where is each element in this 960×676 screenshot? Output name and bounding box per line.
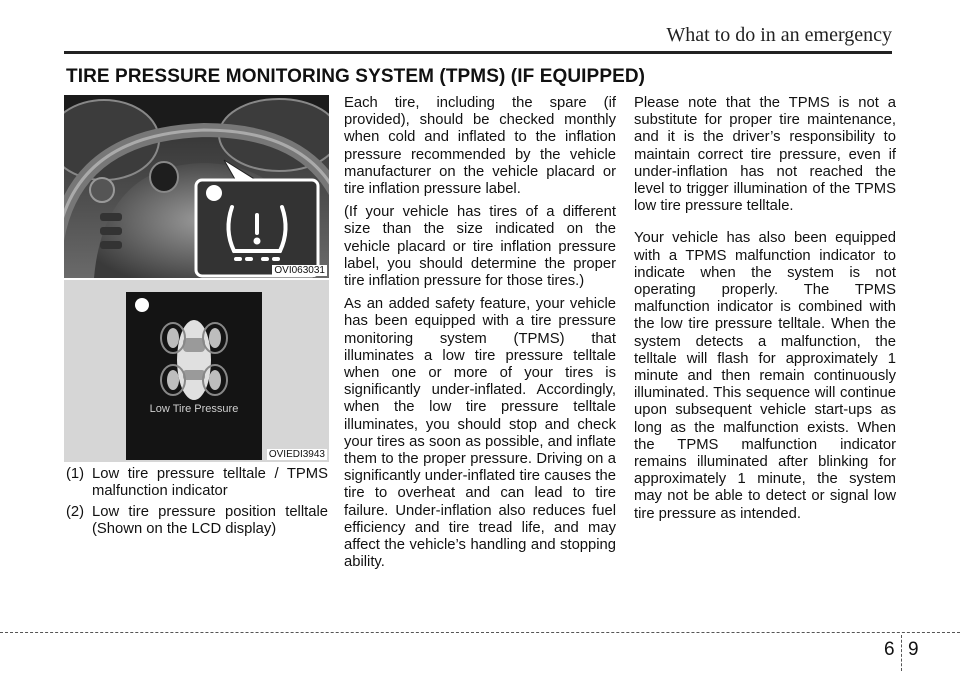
- section-title: TIRE PRESSURE MONITORING SYSTEM (TPMS) (IF EQUIPPED): [66, 66, 646, 87]
- caption-number: (1): [66, 466, 85, 482]
- lcd-message: Low Tire Pressure: [149, 403, 239, 415]
- page-number-separator: [901, 635, 902, 671]
- paragraph: As an added safety feature, your vehicle has been equipped with a tire pressure monitoring system (TPMS) that illuminates a low tire pressure telltale when one or more of your tires is significantly under-inflated. Accordingly, when the low tire pressure telltale illuminates, you should stop and check your tires as soon as possible, and inflate them to the proper pressure. Driving on a significantly under-inflated tire causes the tire to overheat and can lead to tire failure. Under-inflation also reduces fuel efficiency and tire tread life, and may affect the vehicle’s handling and stopping ability.: [344, 296, 616, 571]
- figure-code: OVIEDI3943: [268, 449, 325, 460]
- header-rule: [64, 51, 892, 54]
- caption-text: Low tire pressure position telltale (Shown on the LCD display): [92, 504, 328, 537]
- paragraph: Please note that the TPMS is not a substitute for proper tire maintenance, and it is the driver’s responsibility to maintain correct tire pressure, even if under-inflation has not reached the level to trigger illumination of the TPMS low tire pressure telltale.: [634, 95, 896, 215]
- caption-item: [66, 504, 328, 538]
- text-column-middle: [344, 95, 616, 577]
- running-header: What to do in an emergency: [666, 24, 892, 46]
- page-index: 9: [908, 639, 919, 660]
- caption-number: (2): [66, 504, 85, 520]
- text-column-right: [634, 95, 896, 538]
- paragraph: Your vehicle has also been equipped with a TPMS malfunction indicator to indicate when the system is not operating properly. The TPMS malfunction indicator is combined with the low tire pressure telltale. When the system detects a malfunction, the telltale will flash for approximately 1 minute and then remain continuously illuminated. This sequence will continue upon subsequent vehicle start-ups as long as the malfunction exists. When the TPMS malfunction indicator remains illuminated after blinking for approximately 1 minute, the system may not be able to detect or signal low tire pressure as intended.: [634, 230, 896, 522]
- figure-captions: [66, 466, 328, 542]
- figure-lcd-display: [64, 280, 329, 462]
- paragraph: Each tire, including the spare (if provided), should be checked monthly when cold and inflated to the inflation pressure recommended by the vehicle manufacturer on the vehicle placard or tire inflation pressure label.: [344, 95, 616, 198]
- caption-text: Low tire pressure telltale / TPMS malfunction indicator: [92, 466, 328, 499]
- footer-rule: [0, 632, 960, 633]
- paragraph: (If your vehicle has tires of a different size than the size indicated on the vehicle placard or tire inflation pressure label, you should determine the proper tire inflation pressure for those tires.): [344, 204, 616, 290]
- caption-item: [66, 466, 328, 500]
- chapter-number: 6: [884, 639, 895, 660]
- figure-code: OVI063031: [274, 265, 325, 276]
- figure-instrument-cluster: [64, 95, 329, 278]
- lcd-display-illustration: [64, 280, 329, 462]
- instrument-cluster-illustration: [64, 95, 329, 278]
